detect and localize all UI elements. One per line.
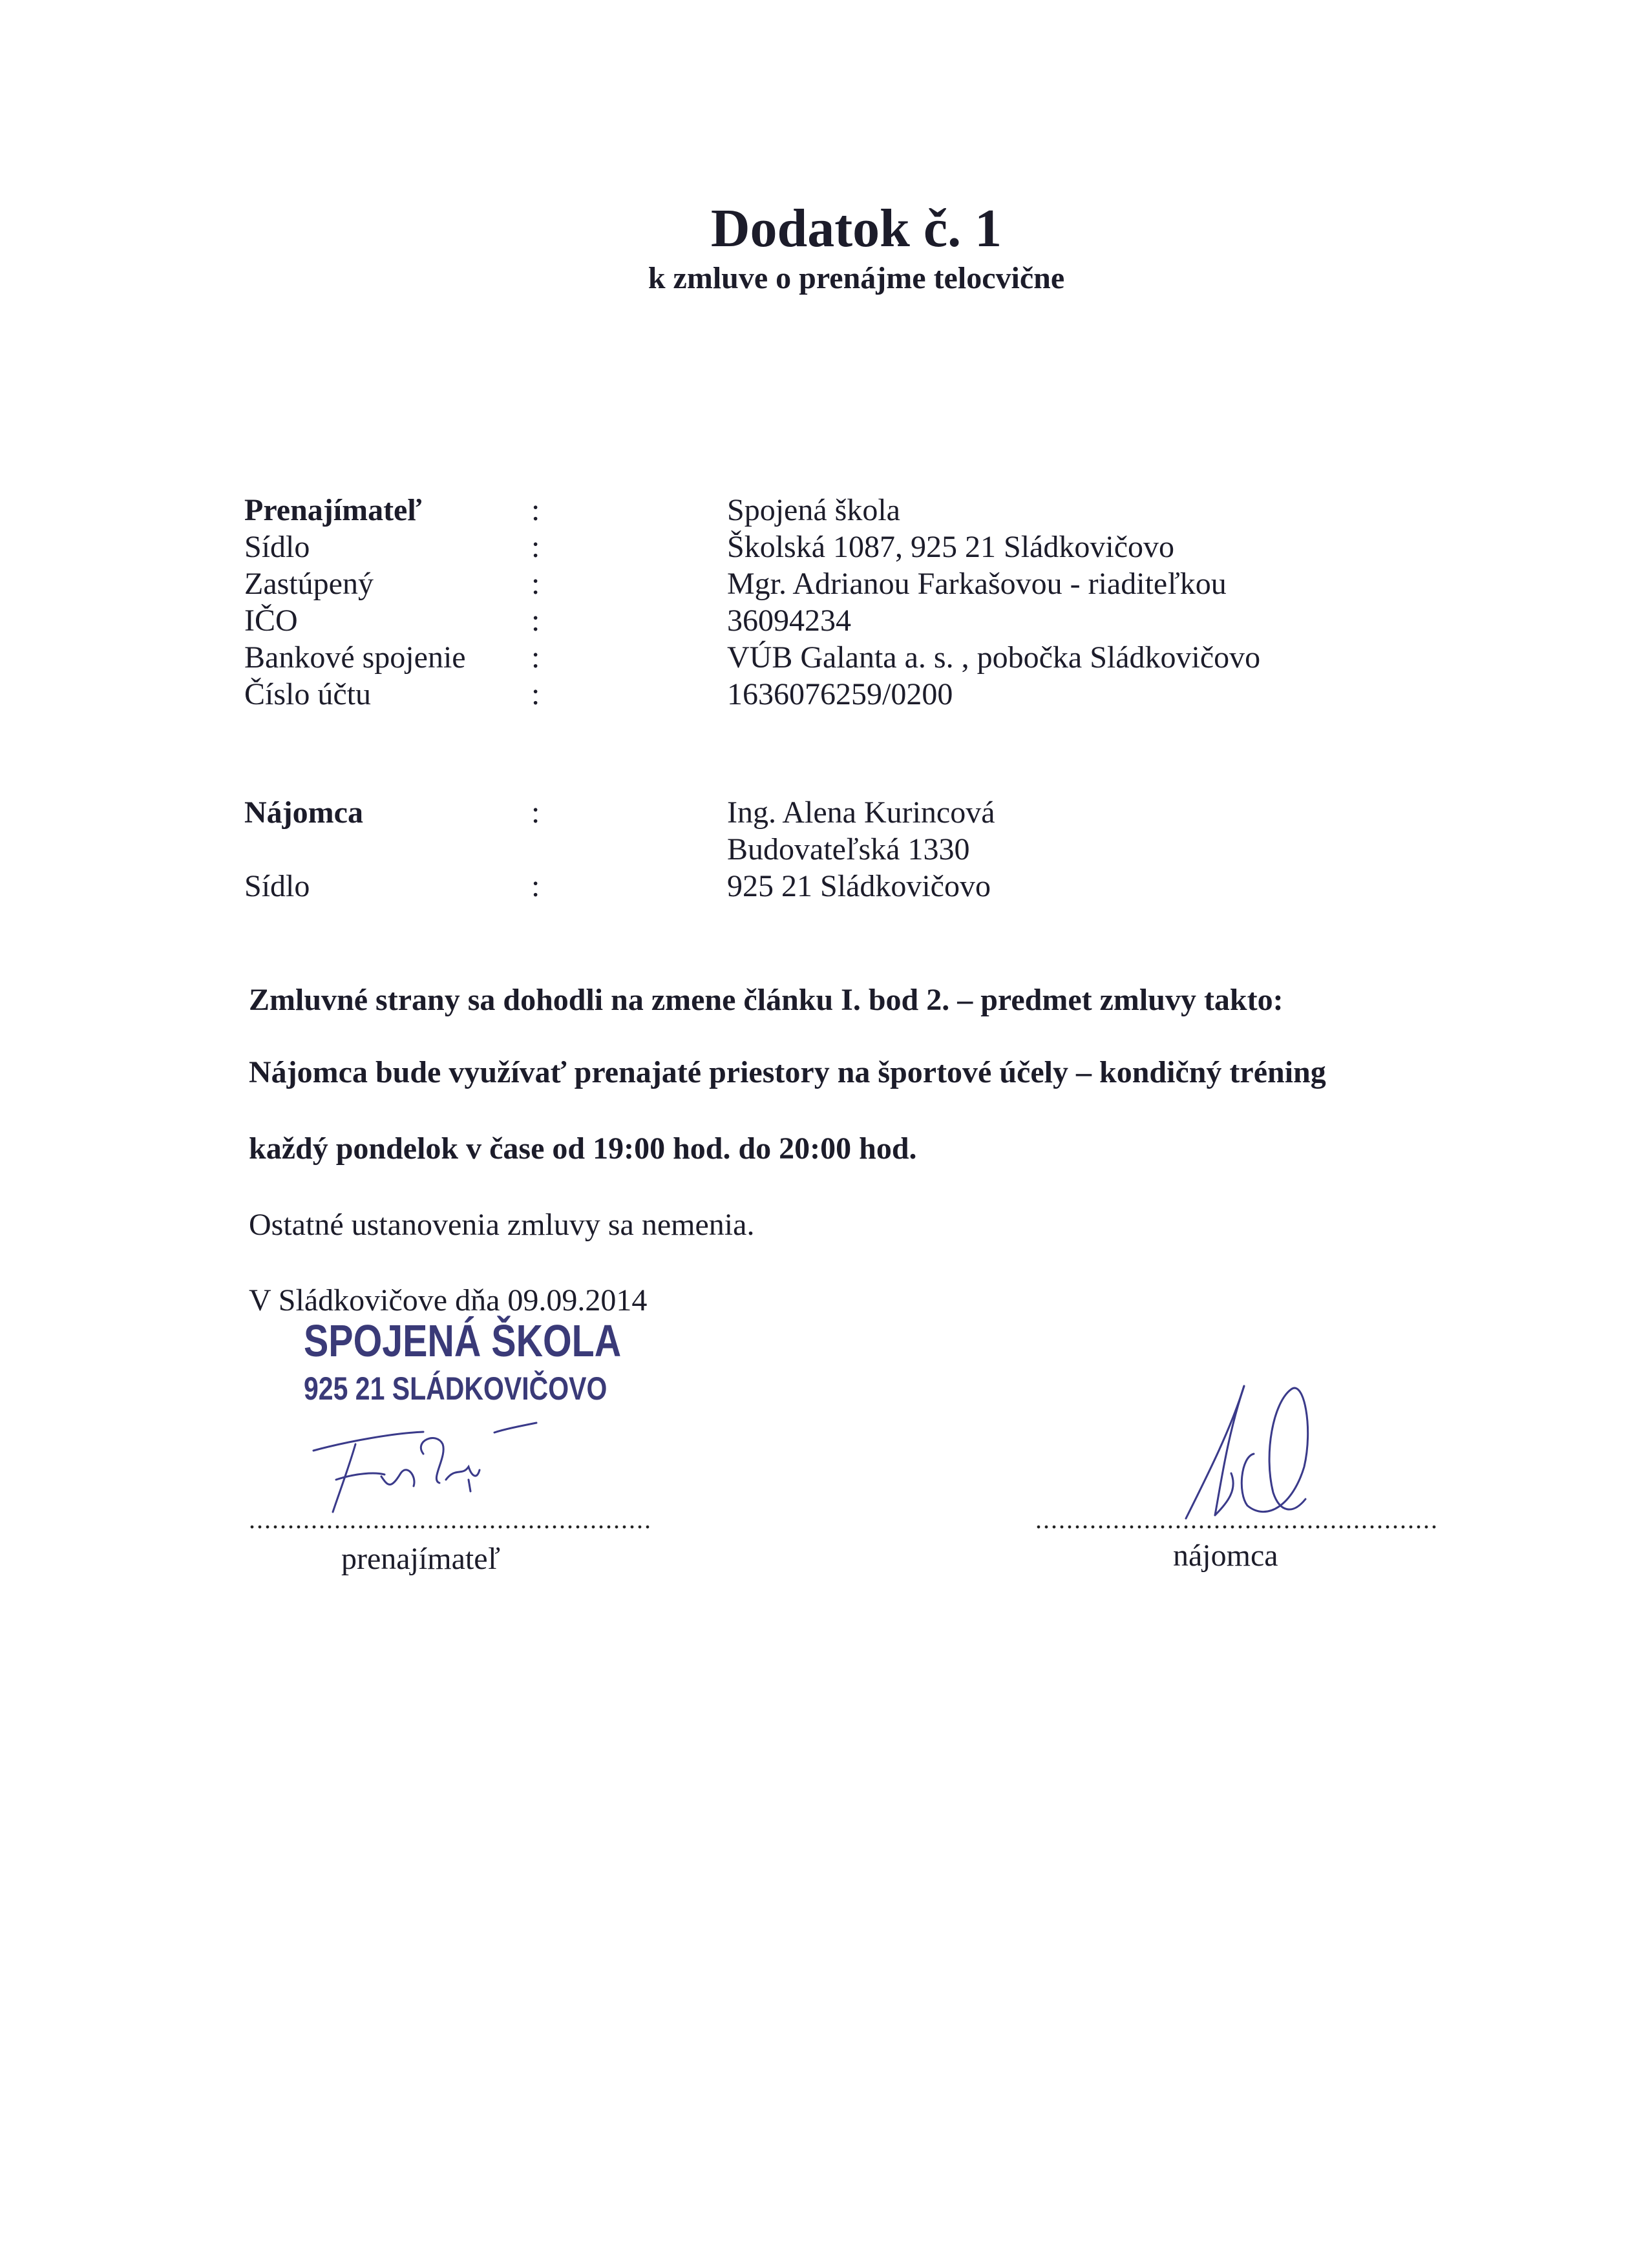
account-row: [0, 677, 1648, 713]
agreement-paragraph: Zmluvné strany sa dohodli na zmene článku I. bod 2. – predmet zmluvy takto:: [249, 983, 1284, 1017]
representative-label: Zastúpený: [244, 567, 374, 601]
lessor-signature-label: prenajímateľ: [341, 1542, 501, 1576]
separator: :: [531, 604, 540, 638]
ico-row: [0, 603, 1648, 639]
school-stamp-address: 925 21 SLÁDKOVIČOVO: [304, 1370, 607, 1407]
other-provisions-paragraph: Ostatné ustanovenia zmluvy sa nemenia.: [249, 1208, 755, 1242]
separator: :: [531, 493, 540, 527]
account-label: Číslo účtu: [244, 677, 372, 711]
tenant-seat-label: Sídlo: [244, 869, 310, 903]
account-value: 1636076259/0200: [727, 677, 953, 711]
bank-row: [0, 640, 1648, 676]
representative-row: [0, 566, 1648, 602]
tenant-signature-label: nájomca: [1173, 1538, 1278, 1573]
tenant-street: Budovateľská 1330: [727, 832, 970, 866]
separator: :: [531, 567, 540, 601]
lessor-row: [0, 492, 1648, 529]
usage-paragraph: Nájomca bude využívať prenajaté priestory na športové účely – kondičný tréning: [249, 1055, 1326, 1089]
tenant-signature: [1176, 1376, 1357, 1525]
tenant-name: Ing. Alena Kurincová: [727, 795, 995, 830]
seat-value: Školská 1087, 925 21 Sládkovičovo: [727, 530, 1174, 564]
school-stamp-name: SPOJENÁ ŠKOLA: [304, 1316, 622, 1366]
schedule-paragraph: každý pondelok v čase od 19:00 hod. do 20:00 hod.: [249, 1131, 917, 1166]
bank-label: Bankové spojenie: [244, 640, 466, 675]
tenant-signature-line: ....................................................: [1035, 1505, 1439, 1534]
ico-label: IČO: [244, 604, 298, 638]
lessor-label: Prenajímateľ: [244, 493, 422, 527]
lessor-signature-line: ....................................................: [249, 1505, 652, 1534]
representative-value: Mgr. Adrianou Farkašovou - riaditeľkou: [727, 567, 1227, 601]
lessor-name: Spojená škola: [727, 493, 900, 527]
separator: :: [531, 869, 540, 903]
tenant-seat-row: [0, 868, 1648, 905]
seat-label: Sídlo: [244, 530, 310, 564]
document-title: Dodatok č. 1: [710, 198, 1002, 258]
tenant-label: Nájomca: [244, 795, 363, 830]
tenant-street-row: [0, 832, 1648, 868]
separator: :: [531, 677, 540, 711]
separator: :: [531, 530, 540, 564]
ico-value: 36094234: [727, 604, 851, 638]
tenant-city: 925 21 Sládkovičovo: [727, 869, 991, 903]
tenant-row: [0, 795, 1648, 831]
place-date-line: V Sládkovičove dňa 09.09.2014: [249, 1283, 648, 1318]
seat-row: [0, 529, 1648, 565]
separator: :: [531, 795, 540, 830]
bank-value: VÚB Galanta a. s. , pobočka Sládkovičovo: [727, 640, 1261, 675]
document-subtitle: k zmluve o prenájme telocvične: [648, 261, 1065, 295]
separator: :: [531, 640, 540, 675]
